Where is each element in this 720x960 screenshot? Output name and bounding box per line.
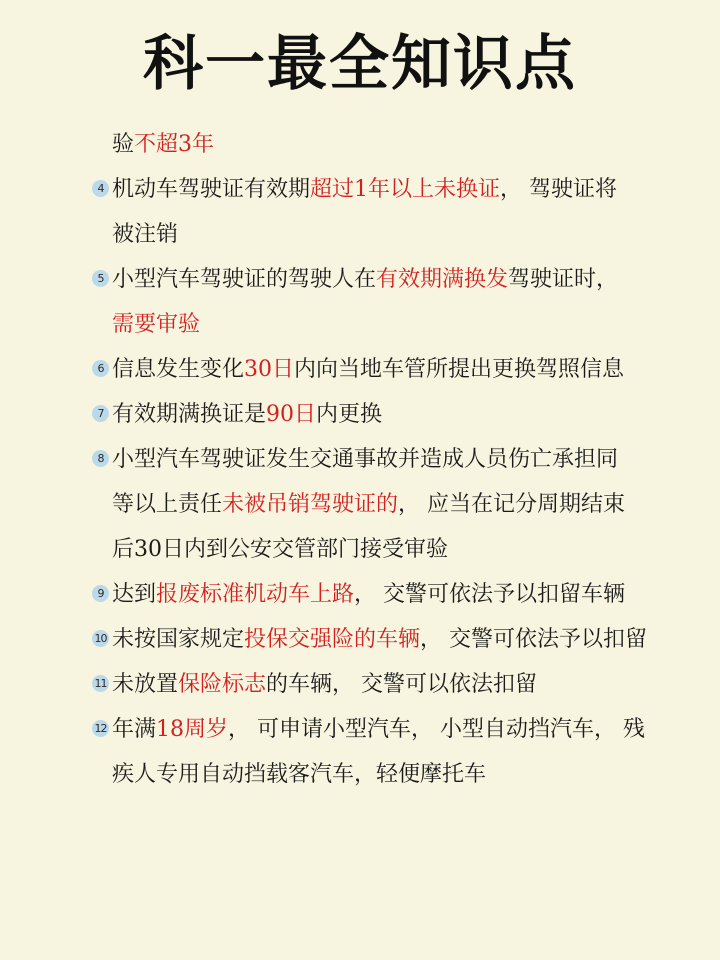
list-item: [92, 437, 692, 482]
body-text: 未放置: [112, 672, 179, 697]
body-text: 后30日内到公安交管部门接受审验: [112, 537, 448, 562]
highlight-text: 90日: [266, 402, 317, 427]
body-text: ， 交警可依法予以扣留: [420, 627, 648, 652]
list-item: [92, 572, 692, 617]
number-badge: 6: [92, 360, 109, 377]
number-badge: 7: [92, 405, 109, 422]
body-text: 驾驶证时，: [508, 267, 619, 292]
number-badge: 9: [92, 585, 109, 602]
list-item: [92, 617, 692, 662]
number-badge: 4: [92, 180, 109, 197]
body-text: 小型汽车驾驶证发生交通事故并造成人员伤亡承担同: [112, 447, 619, 472]
highlight-text: 需要审验: [112, 312, 201, 337]
highlight-text: 保险标志: [178, 672, 267, 697]
number-badge: 12: [92, 720, 109, 737]
highlight-text: 未被吊销驾驶证的: [222, 492, 399, 517]
highlight-text: 18周岁: [156, 717, 229, 742]
body-text: 达到: [112, 582, 157, 607]
list-item-continuation: [92, 212, 692, 257]
body-text: 年满: [112, 717, 157, 742]
body-text: 等以上责任: [112, 492, 223, 517]
highlight-text: 报废标准机动车上路: [156, 582, 355, 607]
list-item: [92, 347, 692, 392]
list-item: [92, 257, 692, 302]
highlight-text: 超过1年以上未换证: [310, 177, 501, 202]
list-item-continuation: [92, 527, 692, 572]
body-text: 验: [112, 132, 135, 157]
body-text: ， 应当在记分周期结束: [398, 492, 626, 517]
body-text: ， 交警可依法予以扣留车辆: [354, 582, 626, 607]
list-item-continuation: [92, 482, 692, 527]
body-text: 内更换: [316, 402, 383, 427]
body-text: 信息发生变化: [112, 357, 245, 382]
body-text: 小型汽车驾驶证的驾驶人在: [112, 267, 377, 292]
list-item-continuation: [92, 752, 692, 797]
number-badge: 10: [92, 630, 109, 647]
body-text: 的车辆， 交警可以依法扣留: [266, 672, 538, 697]
body-text: 被注销: [112, 222, 179, 247]
number-badge: 11: [92, 675, 109, 692]
body-text: 内向当地车管所提出更换驾照信息: [294, 357, 625, 382]
highlight-text: 投保交强险的车辆: [244, 627, 421, 652]
highlight-text: 30日: [244, 357, 295, 382]
list-item: [92, 167, 692, 212]
highlight-text: 不超3年: [134, 132, 215, 157]
list-item-continuation: [92, 302, 692, 347]
body-text: ， 驾驶证将: [500, 177, 618, 202]
list-item: [92, 392, 692, 437]
list-item: [92, 122, 692, 167]
number-badge: 5: [92, 270, 109, 287]
list-item: [92, 707, 692, 752]
list-item: [92, 662, 692, 707]
body-text: 疾人专用自动挡载客汽车，轻便摩托车: [112, 762, 487, 787]
body-text: 机动车驾驶证有效期: [112, 177, 311, 202]
knowledge-list: [92, 122, 692, 797]
body-text: 有效期满换证是: [112, 402, 267, 427]
number-badge: 8: [92, 450, 109, 467]
body-text: ， 可申请小型汽车， 小型自动挡汽车， 残: [228, 717, 645, 742]
page-title: 科一最全知识点: [143, 29, 577, 99]
highlight-text: 有效期满换发: [376, 267, 509, 292]
body-text: 未按国家规定: [112, 627, 245, 652]
